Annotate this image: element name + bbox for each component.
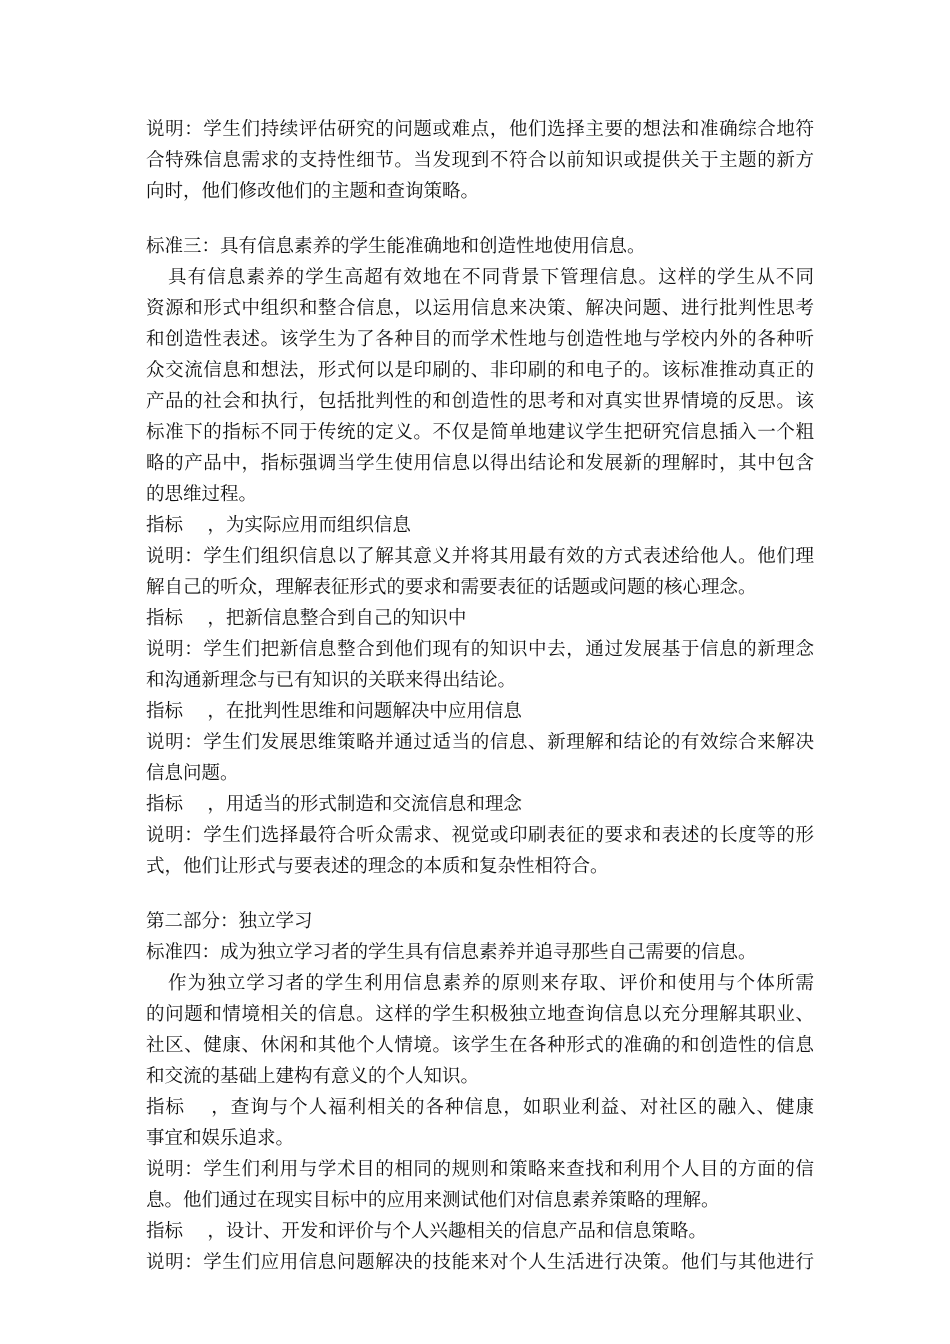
explanation-3-2-line: 和沟通新理念与已有知识的关联来得出结论。 xyxy=(146,670,517,691)
part-2-heading: 第二部分：独立学习 xyxy=(146,911,313,932)
explanation-4-2-line: 说明：学生们应用信息问题解决的技能来对个人生活进行决策。他们与其他进行 xyxy=(146,1252,814,1273)
indicator-3-4: 指标 ，用适当的形式制造和交流信息和理念 xyxy=(146,794,522,815)
indicator-4-2: 指标 ，设计、开发和评价与个人兴趣相关的信息产品和信息策略。 xyxy=(146,1221,707,1242)
explanation-3-1-line: 解自己的听众，理解表征形式的要求和需要表征的话题或问题的核心理念。 xyxy=(146,577,757,598)
standard-3-paragraph-line: 标准下的指标不同于传统的定义。不仅是简单地建议学生把研究信息插入一个粗 xyxy=(146,422,814,443)
standard-3-paragraph-line: 资源和形式中组织和整合信息，以运用信息来决策、解决问题、进行批判性思考 xyxy=(146,298,814,319)
explanation-3-3-line: 信息问题。 xyxy=(146,763,239,784)
indicator-4-1-line: 事宜和娱乐追求。 xyxy=(146,1128,295,1149)
intro-explanation-line: 合特殊信息需求的支持性细节。当发现到不符合以前知识或提供关于主题的新方 xyxy=(146,150,814,171)
explanation-4-1-line: 说明：学生们利用与学术目的相同的规则和策略来查找和利用个人目的方面的信 xyxy=(146,1159,814,1180)
standard-4-paragraph-line: 作为独立学习者的学生利用信息素养的原则来存取、评价和使用与个体所需 xyxy=(168,973,814,994)
explanation-3-1-line: 说明：学生们组织信息以了解其意义并将其用最有效的方式表述给他人。他们理 xyxy=(146,546,814,567)
standard-3-paragraph-line: 具有信息素养的学生高超有效地在不同背景下管理信息。这样的学生从不同 xyxy=(168,267,814,288)
explanation-3-2-line: 说明：学生们把新信息整合到他们现有的知识中去，通过发展基于信息的新理念 xyxy=(146,639,814,660)
standard-3-paragraph-line: 产品的社会和执行，包括批判性的和创造性的思考和对真实世界情境的反思。该 xyxy=(146,391,814,412)
standard-4-heading: 标准四：成为独立学习者的学生具有信息素养并追寻那些自己需要的信息。 xyxy=(146,942,757,963)
standard-3-paragraph-line: 和创造性表述。该学生为了各种目的而学术性地与创造性地与学校内外的各种听 xyxy=(146,329,814,350)
intro-explanation-line: 向时，他们修改他们的主题和查询策略。 xyxy=(146,181,480,202)
indicator-3-2: 指标 ，把新信息整合到自己的知识中 xyxy=(146,608,467,629)
explanation-3-4-line: 式，他们让形式与要表述的理念的本质和复杂性相符合。 xyxy=(146,856,609,877)
standard-4-paragraph-line: 的问题和情境相关的信息。这样的学生积极独立地查询信息以充分理解其职业、 xyxy=(146,1004,814,1025)
standard-3-paragraph-line: 略的产品中，指标强调当学生使用信息以得出结论和发展新的理解时，其中包含 xyxy=(146,453,814,474)
standard-3-paragraph-line: 的思维过程。 xyxy=(146,484,258,505)
standard-4-paragraph-line: 和交流的基础上建构有意义的个人知识。 xyxy=(146,1066,480,1087)
indicator-3-3: 指标 ，在批判性思维和问题解决中应用信息 xyxy=(146,701,522,722)
indicator-3-1: 指标 ，为实际应用而组织信息 xyxy=(146,515,411,536)
standard-4-paragraph-line: 社区、健康、休闲和其他个人情境。该学生在各种形式的准确的和创造性的信息 xyxy=(146,1035,814,1056)
standard-3-paragraph-line: 众交流信息和想法，形式何以是印刷的、非印刷的和电子的。该标准推动真正的 xyxy=(146,360,814,381)
explanation-3-3-line: 说明：学生们发展思维策略并通过适当的信息、新理解和结论的有效综合来解决 xyxy=(146,732,814,753)
explanation-4-1-line: 息。他们通过在现实目标中的应用来测试他们对信息素养策略的理解。 xyxy=(146,1190,720,1211)
standard-3-heading: 标准三：具有信息素养的学生能准确地和创造性地使用信息。 xyxy=(146,236,646,257)
intro-explanation-line: 说明：学生们持续评估研究的问题或难点，他们选择主要的想法和准确综合地符 xyxy=(146,119,814,140)
explanation-3-4-line: 说明：学生们选择最符合听众需求、视觉或印刷表征的要求和表述的长度等的形 xyxy=(146,825,814,846)
indicator-4-1-line: 指标 ，查询与个人福利相关的各种信息，如职业利益、对社区的融入、健康 xyxy=(146,1097,814,1118)
